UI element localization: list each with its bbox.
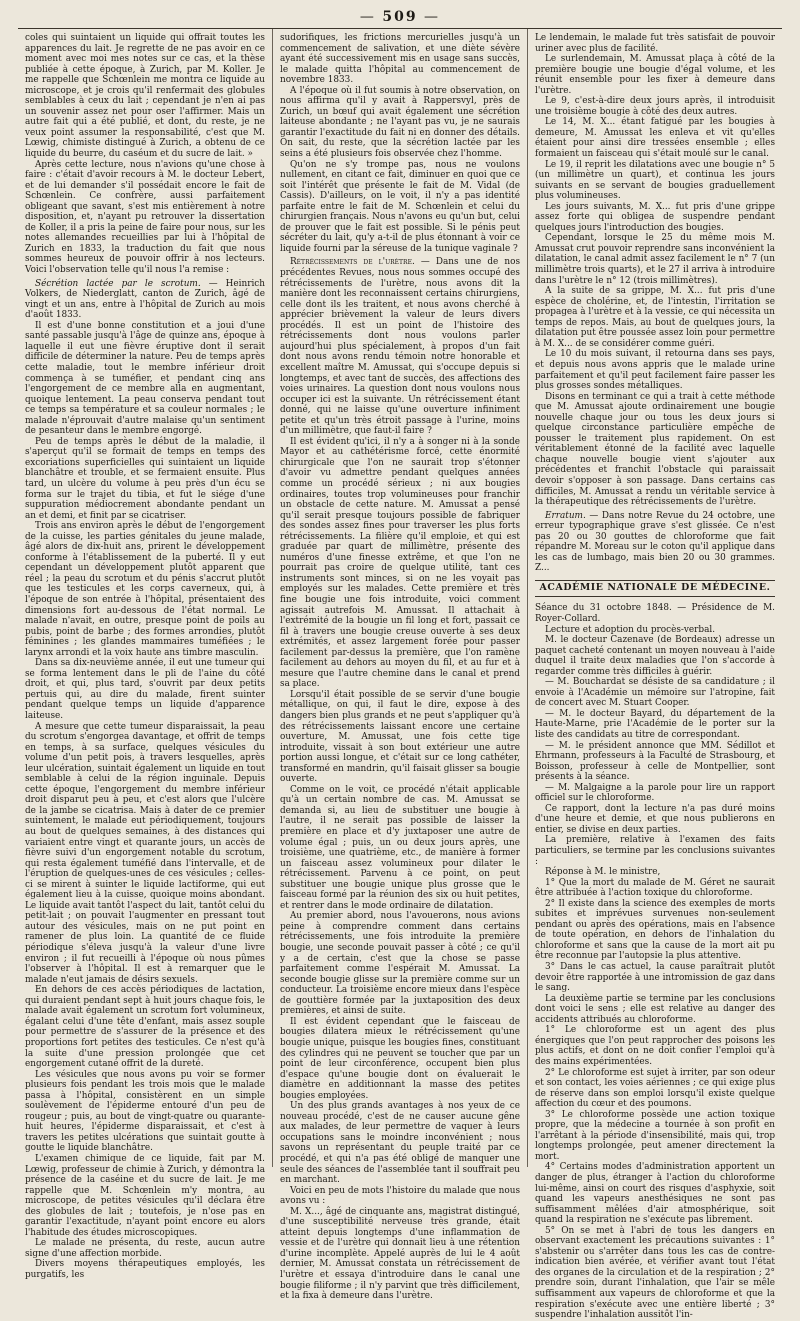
paragraph: Qu'on ne s'y trompe pas, nous ne voulons nullement, en citant ce fait, diminuer en quoi que ce soit l'intérêt que présente le fait de M. Vidal (de Cassis). D'ailleurs, on le voit, il n'y a pas identité parfaite entre le fait de M. Schœnlein et celui du chirurgien français. Nous n'avons eu qu'un but, celui de prouver que le fait est possible. Si le pénis peut sécréter du lait, qu'y a-t-il de plus étonnant à voir ce liquide fourni par la séreuse de la tunique vaginale ?: [280, 159, 520, 254]
paragraph: — M. Malgaigne a la parole pour lire un rapport officiel sur le chloroforme.: [535, 782, 775, 804]
paragraph: Lorsqu'il était possible de se servir d'une bougie métallique, on qui, il faut le dire, expose à des dangers bien plus grands et ne peut s'appliquer qu'à des rétrécissements laissant encore une certaine ouverture, M. Amussat, une fois cette tige introduite, vissait à son bout extérieur une autre portion aussi longue, et c'était sur ce long cathéter, transformé en mandrin, qu'il faisait glisser sa bougie ouverte.: [280, 689, 520, 785]
paragraph: Lecture et adoption du procès-verbal.: [545, 624, 716, 635]
paragraph: A l'époque où il fut soumis à notre observation, on nous affirma qu'il y avait à Rappersvyl, près de Zurich, un bœuf qui avait également une sécrétion laiteuse abondante ; ne l'ayant pas vu, je ne saurais garantir l'exactitude du fait ni en donner des détails. On sait, du reste, que la sécrétion lactée par les seins a été plusieurs fois observée chez l'homme.: [280, 85, 520, 160]
paragraph: M. X..., âgé de cinquante ans, magistrat distingué, d'une susceptibilité nerveuse très grande, était atteint depuis longtemps d'une inflammation de vessie et de l'urètre qui donnait lieu à une rétention d'urine incomplète. Appelé auprès de lui le 4 août dernier, M. Amussat constata un rétrécissement de l'urètre et essaya d'introduire dans le canal une bougie filiforme ; il n'y parvint que très difficilement, et la fixa à demeure dans l'urètre.: [280, 1206, 520, 1302]
paragraph: Au premier abord, nous l'avouerons, nous avions peine à comprendre comment dans certains rétrécissements, une fois introduite la première bougie, une seconde pouvait passer à côté ; ce qu'il y a de certain, c'est que la chose se passe parfaitement comme l'espérait M. Amussat. La seconde bougie glisse sur la première comme sur un conducteur. La troisième encore mieux dans l'espèce de gouttière formée par la juxtaposition des deux premières, et ainsi de suite.: [280, 911, 520, 1017]
paragraph-text: — Dans une de nos précédentes Revues, nous nous sommes occupé des rétrécissements de l'urètre, nous avons dit la manière dont les reconnaissent certains chirurgiens, celle dont ils les traitent, et nous avons cherché à apprécier brièvement la valeur de leurs divers procédés. Il est un point de l'histoire des rétrécissements dont nous voulons parler aujourd'hui plus spécialement, à propos d'un fait dont nous avons rendu témoin notre honorable et excellent maître M. Amussat, qui s'occupe depuis si longtemps, et avec tant de succès, des affections des voies urinaires. La question dont nous voulons nous occuper ici est la suivante. Un rétrécissement étant donné, qui ne laisse qu'une ouverture infiniment petite et qu'un très étroit passage à l'urine, moins d'un millimètre, que faut-il faire ?: [280, 257, 520, 437]
seance-line: Séance du 31 octobre 1848. — Présidence de M. Royer-Collard.: [535, 603, 775, 624]
paragraph: Le surlendemain, M. Amussat plaça à côté de la première bougie une bougie d'égal volume, et les réunit ensemble pour les fixer à demeure dans l'urètre.: [535, 54, 775, 96]
paragraph: — M. le président annonce que MM. Sédillot et Ehrmann, professeurs à la Faculté de Strasbourg, et Boisson, professeur à celle de Montpellier, sont présents à la séance.: [535, 740, 775, 783]
paragraph: En dehors de ces accès périodiques de lactation, qui duraient pendant sept à huit jours chaque fois, le malade avait également un scrotum fort volumineux, égalant celui d'une tête d'enfant, mais assez souple pour permettre de s'assurer de la présence et des proportions fort petites des testicules. Ce n'est qu'à la suite d'une pression prolongée que cet engorgement cutané offrit de la dureté.: [25, 985, 265, 1070]
text-columns: [18, 29, 782, 1321]
section-title: Sécrétion lactée par le scrotum.: [35, 278, 201, 289]
paragraph: Il est évident qu'ici, il n'y a à songer ni à la sonde Mayor et au cathétérisme forcé, cette énormité chirurgicale que l'on ne saurait trop s'étonner d'avoir vu admettre pendant quelques années comme un procédé sérieux ; ni aux bougies ordinaires, toutes trop volumineuses pour franchir un obstacle de cette nature. M. Amussat a pensé qu'il serait presque toujours possible de fabriquer des sondes assez fines pour traverser les plus forts rétrécissements. La filière qu'il emploie, et qui est graduée par quart de millimètre, présente des numéros d'une finesse extrême, et que l'on ne pourrait pas croire de quelque utilité, tant ces instruments sont minces, si on ne les voyait pas employés sur les malades. Cette première et très fine bougie une fois introduite, voici comment agissait autrefois M. Amussat. Il attachait à l'extrémité de la bougie un fil long et fort, passait ce fil à travers une bougie creuse ouverte à ses deux extrémités, et assez largement forée pour passer facilement par-dessus la première, que l'on ramène facilement au dehors au moyen du fil, et au fur et à mesure que l'autre chemine dans le canal et prend sa place.: [280, 436, 520, 690]
erratum-title: Erratum.: [545, 510, 586, 521]
section-rule: [535, 596, 775, 597]
paragraph: Le 19, il reprit les dilatations avec une bougie n° 5 (un millimètre un quart), et continua les jours suivants en se servant de bougies graduellement plus volumineuses.: [535, 159, 775, 202]
paragraph: Le 9, c'est-à-dire deux jours après, il introduisit une troisième bougie à côté des deux autres.: [535, 96, 775, 117]
paragraph: 1° Le chloroforme est un agent des plus énergiques que l'on peut rapprocher des poisons les plus actifs, et dont on ne doit confier l'emploi qu'à des mains expérimentées.: [535, 1025, 775, 1067]
paragraph: L'examen chimique de ce liquide, fait par M. Lœwig, professeur de chimie à Zurich, y démontra la présence de la caséine et du sucre de lait. Je me rappelle que M. Schœnlein m'y montra, au microscope, de petites vésicules qu'il déclara être des globules de lait ; toutefois, je n'ose pas en garantir l'exactitude, n'ayant point encore eu alors l'habitude des études microscopiques.: [25, 1153, 265, 1238]
column-3: [527, 29, 782, 1321]
paragraph: Cependant, lorsque le 25 du même mois M. Amussat crut pouvoir reprendre sans inconvénient la dilatation, le canal admit assez facilement le n° 7 (un millimètre trois quarts), et le 27 il arriva à introduire dans l'urètre le n° 12 (trois millimètres).: [535, 233, 775, 286]
column-1: [18, 29, 272, 1280]
paragraph: 5° On se met à l'abri de tous les dangers en observant exactement les précautions suivantes : 1° s'abstenir ou s'arrêter dans tous les cas de contre-indication bien avérée, et vérifier avant tout l'état des organes de la circulation et de la respiration ; 2° prendre soin, durant l'inhalation, que l'air se mêle suffisamment aux vapeurs de chloroforme et que la respiration s'exécute avec une entière liberté ; 3° suspendre l'inhalation aussitôt l'in-: [535, 1225, 775, 1321]
paragraph: 4° Certains modes d'administration apportent un danger de plus, étranger à l'action du chloroforme lui-même, ainsi on court des risques d'asphyxie, soit quand les vapeurs anesthésiques ne sont pas suffisamment mêlées d'air atmosphérique, soit quand la respiration ne s'exécute pas librement.: [535, 1162, 775, 1226]
paragraph: Disons en terminant ce qui a trait à cette méthode que M. Amussat ajoute ordinairement une bougie nouvelle chaque jour ou tous les deux jours si quelque circonstance particulière empêche de pousser le traitement plus rapidement. On est véritablement étonné de la facilité avec laquelle chaque nouvelle bougie vient s'ajouter aux précédentes et franchit l'obstacle qui paraissait devoir s'opposer à son passage. Dans certains cas difficiles, M. Amussat a rendu un véritable service à la thérapeutique des rétrécissements de l'urètre.: [535, 391, 775, 508]
paragraph: Il est d'une bonne constitution et a joui d'une santé passable jusqu'à l'âge de quinze ans, époque à laquelle il eut une fièvre éruptive dont il serait difficile de déterminer la nature. Peu de temps après cette maladie, tout le membre inférieur droit commença à se tuméfier, et pendant cinq ans l'engorgement de ce membre alla en augmentant, quoique lentement. La peau conserva pendant tout ce temps sa température et sa couleur normales ; le malade n'éprouvait d'autre malaise qu'un sentiment de pesanteur dans le membre engorgé.: [25, 320, 265, 437]
signature: Z...: [535, 563, 550, 574]
paragraph: Trois ans environ après le début de l'engorgement de la cuisse, les parties génitales du jeune malade, âgé alors de dix-huit ans, prirent le développement conforme à l'établissement de la puberté. Il y eut cependant un développement plutôt apparent que réel ; la peau du scrotum et du pénis s'accrut plutôt que les testicules et les corps caverneux, qui, à l'époque de son entrée à l'hôpital, présentaient des dimensions fort au-dessous de l'état normal. Le malade n'avait, en outre, presque point de poils au pubis, point de barbe ; des formes arrondies, plutôt féminines ; les glandes mammaires tuméfiées ; le larynx arrondi et la voix haute ans timbre masculin.: [25, 521, 265, 658]
paragraph: 2° Il existe dans la science des exemples de morts subites et imprévues survenues non-seulement pendant ou après des opérations, mais en l'absence de toute opération, en dehors de l'inhalation du chloroforme et sans que la cause de la mort ait pu être reconnue par l'autopsie la plus attentive.: [535, 898, 775, 962]
paragraph: 2° Le chloroforme est sujet à irriter, par son odeur et son contact, les voies aériennes ; ce qui exige plus de réserve dans son emploi lorsqu'il existe quelque affection du cœur et des poumons.: [535, 1067, 775, 1110]
paragraph: 3° Le chloroforme possède une action toxique propre, que la médecine a tournée à son profit en l'arrêtant à la période d'insensibilité, mais qui, trop longtemps prolongée, peut amener directement la mort.: [535, 1109, 775, 1162]
paragraph: Ce rapport, dont la lecture n'a pas duré moins d'une heure et demie, et que nous publierons en entier, se divise en deux parties.: [535, 803, 775, 835]
paragraph: Le 14, M. X... étant fatigué par les bougies à demeure, M. Amussat les enleva et vit qu'elles étaient pour ainsi dire tressées ensemble ; elles formaient un faisceau qui s'était moulé sur le canal.: [535, 117, 775, 160]
paragraph: A mesure que cette tumeur disparaissait, la peau du scrotum s'engorgea davantage, et offrit de temps en temps, à sa surface, quelques vésicules du volume d'un petit pois, à travers lesquelles, après leur ulcération, suintait également un liquide en tout semblable à celui de la région inguinale. Depuis cette époque, l'engorgement du membre inférieur droit disparut peu à peu, et c'est alors que l'ulcère de la jambe se cicatrisa. Mais à dater de ce premier suintement, le malade eut périodiquement, toujours au bout de quelques semaines, à des distances qui variaient entre vingt et quarante jours, un accès de fièvre suivi d'un engorgement notable du scrotum, qui resta également tuméfié dans l'intervalle, et de l'éruption de quelques-unes de ces vésicules ; celles-ci se mirent à suinter le liquide lactiforme, qui eut également lieu à la cuisse, quoique moins abondant. Le liquide avait tantôt l'aspect du lait, tantôt celui du petit-lait ; on pouvait l'augmenter en pressant tout autour des vésicules, mais on ne put point en ramener de plus loin. La quantité de ce fluide périodique s'éleva jusqu'à la valeur d'une livre environ ; il fut recueilli à l'époque où nous pûmes l'observer à l'hôpital. Il est à remarquer que le malade n'eut jamais de désirs sexuels.: [25, 721, 265, 985]
paragraph: A la suite de sa grippe, M. X... fut pris d'une espèce de cholérine, et, de l'intestin, l'irritation se propagea à l'urètre et à la vessie, ce qui nécessita un temps de repos. Mais, au bout de quelques jours, la dilatation put être poussée assez loin pour permettre à M. X... de se considérer comme guéri.: [535, 286, 775, 349]
paragraph: Divers moyens thérapeutiques employés, les purgatifs, les: [25, 1259, 265, 1280]
paragraph: 1° Que la mort du malade de M. Géret ne saurait être attribuée à l'action toxique du chloroforme.: [535, 877, 775, 899]
column-2: [272, 29, 527, 1302]
paragraph: Il est évident cependant que le faisceau de bougies dilatera mieux le rétrécissement qu'une bougie unique, puisque les bougies fines, constituant des cylindres qui ne peuvent se toucher que par un point de leur circonférence, occupent bien plus d'espace qu'une bougie dont on évaluerait le diamètre en additionnant la masse des petites bougies employées.: [280, 1016, 520, 1101]
erratum-paragraph: [535, 511, 775, 574]
page-number: 509: [382, 9, 418, 25]
paragraph: Après cette lecture, nous n'avions qu'une chose à faire : c'était d'avoir recours à M. le docteur Lebert, et de lui demander s'il possédait encore le fait de Schœnlein. Ce confrère, aussi parfaitement obligeant que savant, s'est mis entièrement à notre disposition, et, n'ayant pu retrouver la dissertation de Koller, il a pris la peine de faire pour nous, sur les notes allemandes recueillies par lui à l'hôpital de Zurich en 1833, la traduction du fait que nous sommes heureux de pouvoir offrir à nos lecteurs. Voici l'observation telle qu'il nous l'a remise :: [25, 159, 265, 276]
paragraph: Le malade ne présenta, du reste, aucun autre signe d'une affection morbide.: [25, 1238, 265, 1259]
paragraph: Les vésicules que nous avons pu voir se former plusieurs fois pendant les trois mois que le malade passa à l'hôpital, consistèrent en un simple soulèvement de l'épiderme entouré d'un peu de rougeur ; puis, au bout de vingt-quatre ou quarante-huit heures, l'épiderme disparaissait, et c'est à travers les petites ulcérations que suintait goutte à goutte le liquide blanchâtre.: [25, 1069, 265, 1154]
section-rule: [535, 580, 775, 581]
paragraph: Le lendemain, le malade fut très satisfait de pouvoir uriner avec plus de facilité.: [535, 33, 775, 54]
paragraph: Peu de temps après le début de la maladie, il s'aperçut qu'il se formait de temps en temps des excoriations superficielles qui suintaient un liquide blanchâtre et trouble, et se fermaient ensuite. Plus tard, un ulcère du volume à peu près d'un écu se forma sur le trajet du tibia, et fut le siége d'une suppuration médiocrement abondante pendant un an et demi, et finit par se cicatriser.: [25, 436, 265, 521]
paragraph: Réponse à M. le ministre,: [545, 867, 661, 878]
paragraph: sudorifiques, les frictions mercurielles jusqu'à un commencement de salivation, et une diète sévère ayant été successivement mis en usage sans succès, le malade quitta l'hôpital au commencement de novembre 1833.: [280, 33, 520, 86]
paragraph: La deuxième partie se termine par les conclusions dont voici le sens ; elle est relative au danger des accidents attribués au chloroforme.: [535, 993, 775, 1025]
page-header: — 509 —: [359, 9, 441, 25]
paragraph: 3° Dans le cas actuel, la cause paraîtrait plutôt devoir être rapportée à une intromission de gaz dans le sang.: [535, 962, 775, 994]
section-paragraph: [280, 257, 520, 436]
paragraph: coles qui suintaient un liquide qui offrait toutes les apparences du lait. Je regrette de ne pas avoir en ce moment avec moi mes notes sur ce cas, et la thèse publiée à cette époque, à Zurich, par M. Koller. Je me rappelle que Schœnlein me montra ce liquide au microscope, et je crois qu'il renfermait des globules semblables à ceux du lait ; cependant je n'en ai pas un souvenir assez net pour oser l'affirmer. Mais un autre fait qui a été publié, et dont, du reste, je ne veux point assumer la responsabilité, c'est que M. Lœwig, chimiste distingué à Zurich, a obtenu de ce liquide du beurre, du caséum et du sucre de lait. »: [25, 33, 265, 160]
paragraph: Un des plus grands avantages à nos yeux de ce nouveau procédé, c'est de ne causer aucune gêne aux malades, de leur permettre de vaquer à leurs occupations sans le moindre inconvénient ; nous savons un représentant du peuple traité par ce procédé, et qui n'a pas été obligé de manquer une seule des séances de l'assemblée tant il souffrait peu en marchant.: [280, 1101, 520, 1186]
paragraph: Voici en peu de mots l'histoire du malade que nous avons vu :: [280, 1185, 520, 1207]
paragraph: — M. le docteur Bayard, du département de la Haute-Marne, prie l'Académie de le porter sur la liste des candidats au titre de correspondant.: [535, 708, 775, 740]
paragraph: La première, relative à l'examen des faits particuliers, se termine par les conclusions suivantes :: [535, 835, 775, 867]
paragraph-text: — Dans notre Revue du 24 octobre, une erreur typographique grave s'est glissée. Ce n'est pas 20 ou 30 gouttes de chloroforme que fait répandre M. Moreau sur le coton qu'il applique dans les cas de lumbago, mais bien 20 ou 30 grammes.: [535, 510, 775, 563]
paragraph: Dans sa dix-neuvième année, il eut une tumeur qui se forma lentement dans le pli de l'aine du côté droit, et qui, plus tard, s'ouvrit par deux petits pertuis qui, au dire du malade, firent suinter pendant quelque temps un liquide d'apparence laiteuse.: [25, 658, 265, 721]
section-paragraph: [25, 279, 265, 321]
paragraph: — M. Bouchardat se désiste de sa candidature ; il envoie à l'Académie un mémoire sur l'atropine, fait de concert avec M. Stuart Cooper.: [535, 677, 775, 709]
paragraph-text: — Heinrich Volkers, de Niederglatt, canton de Zurich, âgé de vingt et un ans, entre à l'hôpital de Zurich au mois d'août 1833.: [25, 278, 265, 321]
paragraph: Les jours suivants, M. X... fut pris d'une grippe assez forte qui obligea de suspendre pendant quelques jours l'introduction des bougies.: [535, 201, 775, 233]
paragraph: M. le docteur Cazenave (de Bordeaux) adresse un paquet cacheté contenant un moyen nouveau à l'aide duquel il traite deux maladies que l'on s'accorde à regarder comme très difficiles à guérir.: [535, 635, 775, 677]
section-title: Rétrécissements de l'urètre.: [290, 257, 415, 268]
paragraph: Le 10 du mois suivant, il retourna dans ses pays, et depuis nous avons appris que le malade urine parfaitement et qu'il peut facilement faire passer les plus grosses sondes métalliques.: [535, 349, 775, 392]
academy-heading: ACADÉMIE NATIONALE DE MÉDECINE.: [539, 581, 771, 593]
paragraph: Comme on le voit, ce procédé n'était applicable qu'à un certain nombre de cas. M. Amussat se demanda si, au lieu de substituer une bougie à l'autre, il ne serait pas possible de laisser la première en place et d'y juxtaposer une autre de volume égal ; puis, un ou deux jours après, une troisième, une quatrième, etc., de manière à former un faisceau assez volumineux pour dilater le rétrécissement. Parvenu à ce point, on peut substituer une bougie unique plus grosse que le faisceau formé par la réunion des six ou huit petites, et rentrer dans le mode ordinaire de dilatation.: [280, 784, 520, 911]
